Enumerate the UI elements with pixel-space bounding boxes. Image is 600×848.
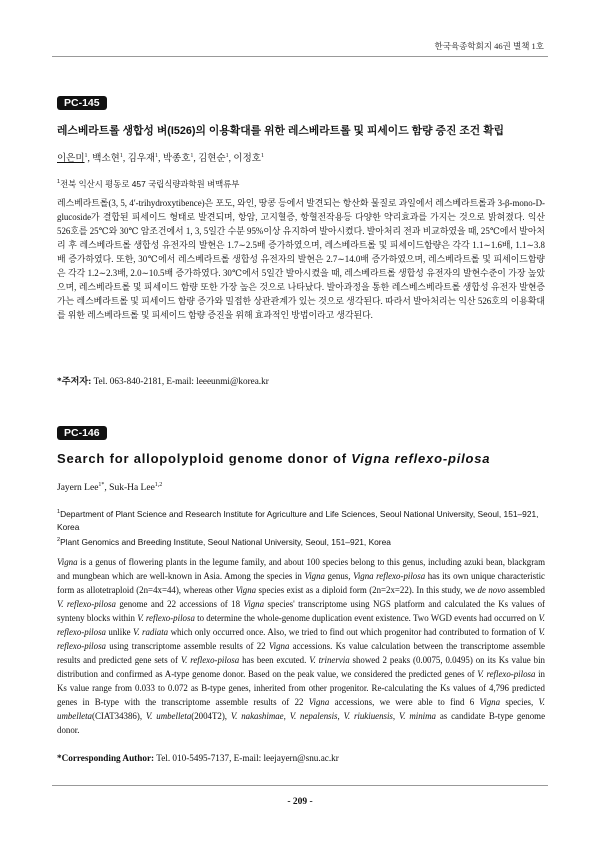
abstract1-affiliation [57,176,547,191]
author-name: 이정호 [233,154,261,164]
abstract1-corresponding [57,373,269,387]
abstract-badge-pc145: PC-145 [57,96,107,110]
author-sup: 1 [190,152,194,159]
corresponding-label: *주저자: [57,376,92,386]
abstract-badge-pc146: PC-146 [57,426,107,440]
affiliation-text: Department of Plant Science and Research Institute for Agriculture and Life Sciences, Seoul National University, Seoul, 151–921, Korea [57,508,539,532]
author-sup: 1 [155,152,159,159]
affiliation-text: 전북 익산시 평동로 457 국립식량과학원 벼맥류부 [60,178,240,189]
header-rule [52,56,548,57]
affiliation-sup: 1 [57,509,61,515]
footer-rule [52,785,548,786]
abstract1-body: 레스베라트롤(3, 5, 4′-trihydroxytibence)은 포도, 와인, 땅콩 등에서 발견되는 항산화 물질로 과일에서 레스베라트롤과 3-β-mono-D-glucoside가 결합된 피세이드 형태로 발견되며, 항암, 고지혈증, 항혈전작용등 다양한 약리효과를 가지는 것으로 밝혀졌다. 익산 526호를 25℃와 30℃ 암조건에서 1, 3, 5일간 수분 95%이상 유지하여 발아시켰다. 발아처리 전과 비교하였을 때, 25℃에서 발아처리 후 레스베라트롤 생합성 유전자의 발현은 1.7∼2.5배 증가하였으며, 레스베라트롤 및 피세이드함량은 각각 1.1∼1.6배, 1.1∼3.8배 증가하였다. 또한, 30℃에서 레스베라트롤 생합성 유전자의 발현은 2.7∼14.0배 증가하였으며, 레스베라트롤 및 피세이드함량은 각각 1.2∼2.3배, 2.0∼10.5배 증가하였다. 30℃에서 5일간 발아시켰을 때, 레스베라트롤 생합성 유전자의 발현수준이 가장 높았으며, 레스베라트롤 및 피세이드 함량 또한 가장 높은 것으로 나타났다. 발아과정을 통한 레스베스베라트롤 생합성 유전자 발현증가는 레스베라트롤 및 피세이드 함량 증가와 밀접한 상관관계가 있는 것으로 생각된다. 따라서 발아처리는 익산 526호의 이용확대를 위한 레스베라트롤 및 피세이드 함량 증진을 위해 효과적인 방법이라고 생각된다. [57,198,545,320]
author-name: Suk-Ha Lee [109,483,155,494]
affiliation-line [57,506,547,534]
author-sup: 1 [119,152,123,159]
abstract2-corresponding [57,753,339,763]
author-sup: 1,2 [154,482,163,488]
abstract1-title: 레스베라트롤 생합성 벼(I526)의 이용확대를 위한 레스베라트롤 및 피세이드 함량 증진 조건 확립 [57,125,505,137]
affiliation-text: Plant Genomics and Breeding Institute, Seoul National University, Seoul, 151–921, Korea [60,536,391,547]
corresponding-contact: Tel. 063-840-2181, E-mail: leeeunmi@korea.kr [93,376,269,386]
corresponding-label: *Corresponding Author: [57,753,155,763]
affiliation-line [57,534,547,549]
author-sup: 1 [225,152,229,159]
author-name: 김우재 [127,154,156,164]
author-name: 백소현 [92,154,120,164]
abstract2-title-text: Search for allopolyploid genome donor of [57,451,352,466]
author-name: 이은미 [57,154,85,164]
abstract2-title [57,451,490,466]
page-number: - 209 - [287,797,313,807]
author-name: Jayern Lee [57,483,99,494]
abstract2-title-species: Vigna reflexo-pilosa [351,451,491,466]
author-sup: 1* [98,482,105,488]
abstract1-authors: 이은미$^1$, 백소현$^1$, 김우재$^1$, 박종호$^1$, 김현순$^1$, 이정호$^1$ [57,152,264,164]
abstract2-affiliations [57,506,547,549]
abstract2-authors: Jayern Lee$^{1*}$, Suk-Ha Lee$^{1,2}$ [57,482,163,494]
author-name: 김현순 [198,154,226,164]
author-sup: 1 [84,152,88,159]
affiliation-sup: 1 [57,179,61,185]
author-name: 박종호 [162,154,191,164]
corresponding-contact: Tel. 010-5495-7137, E-mail: leejayern@snu.ac.kr [156,753,339,763]
author-sup: 1 [260,152,264,159]
journal-header: 한국육종학회지 46권 별책 1호 [434,41,544,51]
affiliation-sup: 2 [57,536,61,543]
abstract2-body: Vigna is a genus of flowering plants in the legume family, and about 100 species belong to this genus, including azuki bean, blackgram and mungbean which are well-known in Asia. Among the species in Vigna genus, Vigna reflexo-pilosa has its own unique characteristic form as allotetraploid (2n=4x=44), whereas other Vigna species exist as a diploid form (2n=2x=22). In this study, we de novo assembled V. reflexo-pilosa genome and 22 accessions of 18 Vigna species' transcriptome using NGS platform and calculated the Ks values of synteny blocks within V. reflexo-pilosa to determine the whole-genome duplication event existence. Two WGD events had occurred on V. reflexo-pilosa unlike V. radiata which only occurred once. Also, we tried to find out which progenitor had contributed to formation of V. reflexo-pilosa using transcriptome assemble results of 22 Vigna accessions. Ks value calculation between the transcriptome assemble results and predicted gene sets of V. reflexo-pilosa has been excuted. V. trinervia showed 2 peaks (0.0075, 0.0495) on its Ks value bin distribution and confirmed as A-type genome donor. Based on the peak value, we considered the predicted genes of V. reflexo-pilosa in Ks value range from 0.033 to 0.072 as B-type genes, inherited from other progenitor. Re-calculating the Ks values of 4,796 predicted genes in B-type with the transcriptome assemble results of 22 Vigna accessions, we were able to find 6 Vigna species, V. umbelleta(CIAT34386), V. umbelleta(2004T2), V. nakashimae, V. nepalensis, V. riukiuensis, V. minima as candidate B-type genome donor. [57,557,546,735]
